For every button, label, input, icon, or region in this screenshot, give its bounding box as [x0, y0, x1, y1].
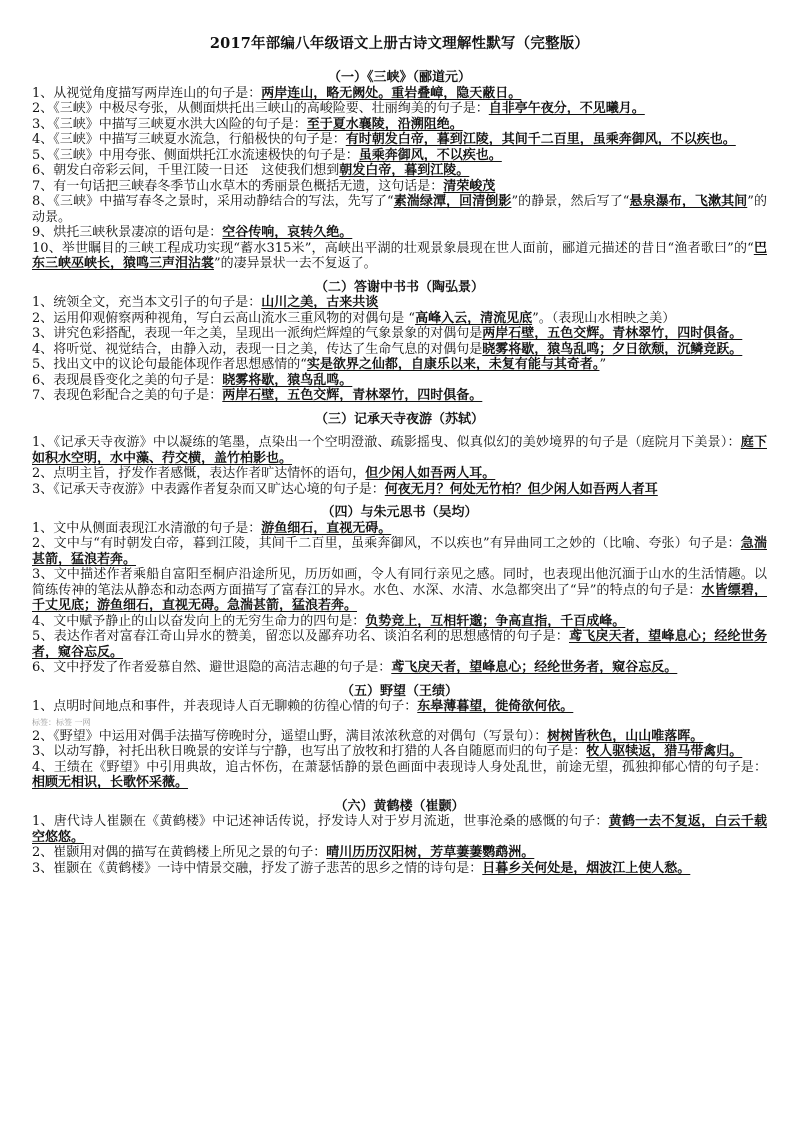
answer-text: 空谷传响，哀转久绝。: [222, 225, 353, 240]
question-item: [32, 295, 767, 311]
section-heading: （一）《三峡》（郦道元）: [327, 70, 471, 85]
answer-text: 日暮乡关何处是，烟波江上使人愁。: [482, 860, 691, 876]
answer-text: 游鱼细石，直视无碍。: [261, 520, 392, 536]
question-text: 4、将听觉、视觉结合，由静入动，表现一日之美，传达了生命气息的对偶句是: [32, 341, 483, 357]
question-text: 1、文中从侧面表现江水清澈的句子是：: [32, 520, 262, 536]
question-item: [32, 342, 767, 358]
answer-text: 何夜无月？何处无竹柏？但少闲人如吾两人者耳: [384, 481, 658, 497]
answer-text: 东皋薄暮望，徙倚欲何依。: [417, 699, 574, 714]
answer-text: 鸢飞戾天者，望峰息心；经纶世务者，窥谷忘反。: [391, 660, 678, 675]
question-text: 5、找出文中的议论句最能体现作者思想感情的“: [32, 357, 307, 372]
question-text: 5、《三峡》中用夸张、侧面烘托江水流速极快的句子是：: [32, 147, 359, 163]
question-text: ”: [599, 357, 607, 372]
question-text: 4、《三峡》中描写三峡夏水流急，行船极快的句子是：: [32, 132, 346, 147]
question-item: [32, 86, 767, 102]
answer-text: 巴东三峡巫峡长，猿鸣三声泪沾裳: [32, 240, 767, 271]
answer-text: 黄鹤一去不复返，白云千载空悠悠。: [32, 814, 767, 845]
question-text: 3、《记承天寺夜游》中表露作者复杂而又旷达心境的句子是：: [32, 481, 385, 497]
question-text: 1、从视觉角度描写两岸连山的句子是：: [32, 85, 262, 101]
question-text: 1、点明时间地点和事件，并表现诗人百无聊赖的彷徨心情的句子：: [32, 699, 418, 714]
document-title: 2017年部编八年级语文上册古诗文理解性默写（完整版）: [209, 35, 590, 52]
question-text: ”的凄异景状一去不复返了。: [214, 256, 377, 271]
question-item: [32, 326, 767, 342]
question-text: 2、文中与“有时朝发白帝，暮到江陵，其间千二百里，虽乘奔御风，不以疾也”有异曲同工之妙的（比喻、夸张）句子是：: [32, 536, 741, 551]
answer-text: 庭下如积水空明，水中藻、荇交横，盖竹柏影也。: [32, 435, 767, 466]
question-item: [32, 163, 767, 179]
question-text: 1、《记承天寺夜游》中以凝练的笔墨，点染出一个空明澄澈、疏影摇曳、似真似幻的美妙境界的句子是（庭院月下美景）：: [32, 435, 741, 450]
question-text: ”。（表现山水相映之美）: [532, 310, 676, 326]
question-text: ”的动景。: [32, 194, 767, 225]
section-spacer: [32, 427, 767, 435]
question-item: [32, 311, 767, 327]
question-item: [32, 179, 767, 195]
question-text: 7、表现色彩配合之美的句子是：: [32, 388, 223, 403]
question-text: 2、《三峡》中极尽夸张，从侧面烘托出三峡山的高峻险要、壮丽绚美的句子是：: [32, 101, 489, 116]
question-text: 3、崔颢在《黄鹤楼》一诗中情景交融，抒发了游子悲苦的思乡之情的诗句是：: [32, 860, 483, 876]
answer-text: 两岸连山，略无阙处。重岩叠嶂，隐天蔽日。: [261, 85, 522, 101]
answer-text: 负势竞上，互相轩邈；争高直指，千百成峰。: [365, 613, 626, 629]
answer-text: 自非亭午夜分，不见曦月。: [488, 101, 645, 116]
section-heading: （五）野望（王绩）: [340, 683, 458, 699]
answer-text: 两岸石壁，五色交辉。青林翠竹，四时俱备。: [482, 326, 743, 341]
answer-text: 朝发白帝，暮到江陵。: [339, 163, 470, 178]
watermark-text: 标签：标签 一网: [32, 717, 91, 727]
answer-text: 晴川历历汉阳树，芳草萋萋鹦鹉洲。: [326, 845, 535, 860]
answer-text: 树树皆秋色，山山唯落晖。: [547, 728, 704, 744]
question-text: 4、王绩在《野望》中引用典故，追古怀伤，在萧瑟恬静的景色画面中表现诗人身处乱世，前途无望，孤独抑郁心情的句子是：: [32, 759, 767, 775]
answer-text: 两岸石壁，五色交辉，青林翠竹，四时俱备。: [222, 388, 483, 403]
question-item: [32, 482, 767, 498]
answer-text: 晓雾将歇，猿鸟乱鸣。: [222, 372, 353, 388]
answer-text: 虽乘奔御风，不以疾也。: [358, 147, 502, 163]
question-text: 6、表现晨昏变化之美的句子是：: [32, 372, 223, 388]
section-heading: （三）记承天寺夜游（苏轼）: [314, 411, 484, 427]
question-text: 2、崔颢用对偶的描写在黄鹤楼上所见之景的句子：: [32, 845, 327, 860]
answer-text: 悬泉瀑布，飞漱其间: [629, 194, 748, 209]
answer-text: 山川之美，古来共谈: [261, 295, 379, 310]
question-item: [32, 614, 767, 630]
answer-text: 素湍绿潭，回清倒影: [393, 194, 512, 209]
answer-text: 但少闲人如吾两人耳。: [365, 466, 496, 481]
question-item: [32, 435, 767, 466]
answer-text: 水皆缥碧，千丈见底；游鱼细石，直视无碍。急湍甚箭，猛浪若奔。: [32, 582, 767, 613]
question-text: 9、烘托三峡秋景凄凉的语句是：: [32, 225, 223, 240]
question-text: 10、举世瞩目的三峡工程成功实现“蓄水315米”，高峡出平湖的壮观景象晨现在世人面前，郦道元描述的昔日“渔者歌曰”的“: [32, 240, 754, 256]
question-text: 2、《野望》中运用对偶手法描写傍晚时分，遥望山野，满目浓浓秋意的对偶句（写景句）：: [32, 728, 548, 744]
document-page: [32, 34, 767, 876]
question-text: 4、文中赋予静止的山以奋发向上的无穷生命力的四句是：: [32, 613, 366, 629]
question-item: [32, 567, 767, 614]
question-text: 2、点明主旨，抒发作者感慨，表达作者旷达情怀的语句，: [32, 466, 366, 481]
question-item: [32, 760, 767, 791]
question-item: [32, 373, 767, 389]
question-item: [32, 521, 767, 537]
question-item: [32, 744, 767, 760]
question-text: 1、唐代诗人崔颢在《黄鹤楼》中记述神话传说，抒发诗人对于岁月流逝，世事沧桑的感慨的句子：: [32, 814, 609, 829]
question-item: [32, 466, 767, 482]
question-text: 8、《三峡》中描写春冬之景时，采用动静结合的写法，先写了“: [32, 194, 394, 209]
question-item: [32, 194, 767, 225]
question-text: 3、《三峡》中描写三峡夏水洪大凶险的句子是：: [32, 116, 307, 132]
section-heading: （四）与朱元思书（吴均）: [321, 505, 478, 520]
question-item: [32, 117, 767, 133]
sections-container: [32, 70, 767, 876]
question-item: [32, 148, 767, 164]
answer-text: 有时朝发白帝，暮到江陵，其间千二百里，虽乘奔御风，不以疾也。: [345, 132, 736, 147]
answer-text: 晓雾将歇，猿鸟乱鸣；夕日欲颓，沉鳞竞跃。: [482, 341, 743, 357]
question-item: [32, 729, 767, 745]
question-text: 6、朝发白帝彩云间，千里江陵一日还 这使我们想到: [32, 163, 340, 178]
question-item: [32, 536, 767, 567]
answer-text: 清荣峻茂: [443, 178, 496, 194]
answer-text: 牧人驱犊返，猎马带禽归。: [586, 744, 743, 759]
section-heading: （二）答谢中书书（陶弘景）: [314, 279, 484, 295]
question-item: [32, 225, 767, 241]
answer-text: 鸢飞戾天者，望峰息心；经纶世务者，窥谷忘反。: [32, 629, 767, 660]
question-text: 6、文中抒发了作者爱慕自然、避世退隐的高洁志趣的句子是：: [32, 660, 392, 675]
question-item: [32, 357, 767, 373]
question-text: 1、统领全文，充当本文引子的句子是：: [32, 295, 262, 310]
question-text: 3、以动写静，衬托出秋日晚景的安详与宁静，也写出了放牧和打猎的人各自随愿而归的句子是：: [32, 744, 587, 759]
question-text: 5、表达作者对富春江奇山异水的赞美，留恋以及鄙弃功名、谈泊名利的思想感情的句子是：: [32, 629, 569, 644]
question-item: [32, 132, 767, 148]
question-text: 7、有一句话把三峡春冬季节山水草木的秀丽景色概括无遗，这句话是：: [32, 178, 444, 194]
question-item: [32, 699, 767, 715]
question-item: [32, 101, 767, 117]
question-item: [32, 241, 767, 272]
question-item: [32, 388, 767, 404]
answer-text: 急湍甚箭，猛浪若奔。: [32, 536, 767, 567]
answer-text: 至于夏水襄陵，沿溯阻绝。: [306, 116, 463, 132]
question-text: ”的静景，然后写了“: [511, 194, 630, 209]
question-item: [32, 660, 767, 676]
question-item: [32, 861, 767, 877]
question-item: [32, 845, 767, 861]
answer-text: 相顾无相识，长歌怀采薇。: [32, 775, 189, 790]
question-text: 2、运用仰观俯察两种视角，写白云高山流水三重风物的对偶句是 “: [32, 310, 416, 326]
question-text: 3、讲究色彩搭配，表现一年之美，呈现出一派绚烂辉煌的气象景象的对偶句是: [32, 326, 483, 341]
question-item: [32, 814, 767, 845]
question-text: 3、文中描述作者乘船自富阳至桐庐沿途所见，历历如画，令人有同行亲见之感。同时，也表现出他沉湎于山水的生活情趣。以简练传神的笔法从静态和动态两方面描写了富春江的异水。水色、水深、水清、水急都突出了“异”的特点的句子是：: [32, 567, 767, 598]
answer-text: 实是欲界之仙都，自康乐以来，未复有能与其奇者。: [306, 357, 600, 372]
answer-text: 高峰入云，清流见底: [415, 310, 533, 326]
question-item: [32, 629, 767, 660]
section-heading: （六）黄鹤楼（崔颢）: [334, 798, 465, 814]
